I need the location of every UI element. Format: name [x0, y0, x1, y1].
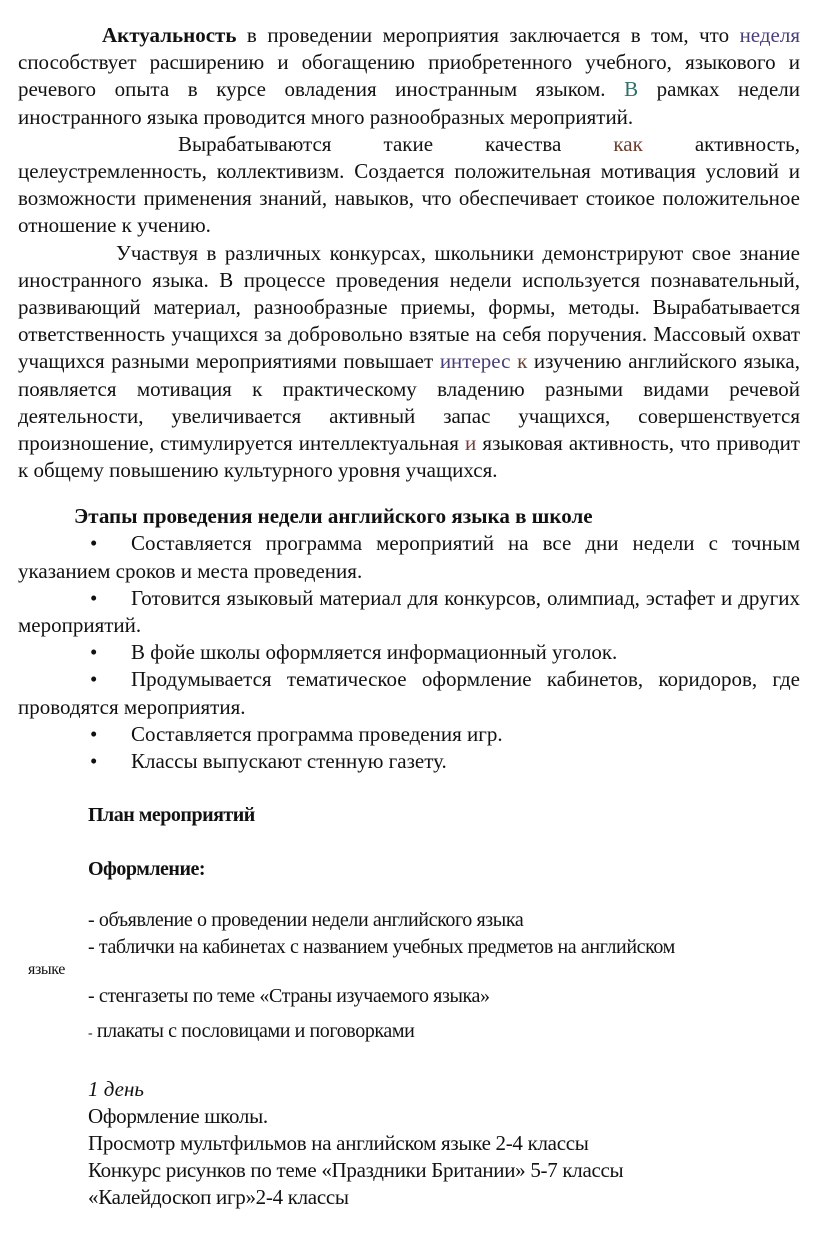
highlight-word: как: [613, 131, 643, 156]
relevance-term: Актуальность: [102, 23, 237, 47]
bullet-mark: •: [90, 531, 98, 556]
intro-paragraph-2: Вырабатываются такие качества как активность, целеустремленность, коллективизм. Создается положительная мотивация условий и возможности применения знаний, навыков, что обеспечивает стоикое положительное отношение к учению.: [18, 131, 800, 238]
list-item: • Составляется программа проведения игр.: [18, 721, 800, 748]
day-1-section: [18, 1075, 800, 1211]
decor-list: [18, 907, 800, 1047]
document-page: [18, 22, 800, 1211]
list-item: - плакаты с пословицами и поговорками: [88, 1020, 415, 1043]
plan-heading: План мероприятий: [88, 804, 255, 827]
list-item-continuation: языке: [28, 961, 65, 979]
day-title: 1 день: [88, 1077, 144, 1102]
highlight-word: к: [517, 349, 528, 374]
day-line: Просмотр мультфильмов на английском языке 2-4 классы: [88, 1131, 589, 1156]
highlight-word: В: [624, 77, 639, 102]
list-item: - стенгазеты по теме «Страны изучаемого языка»: [88, 985, 490, 1008]
list-item: - объявление о проведении недели английского языка: [88, 909, 524, 932]
intro-paragraph-1: Актуальность в проведении мероприятия заключается в том, что неделя способствует расширению и обогащению приобретенного учебного, языкового и речевого опыта в курсе овладения иностранным языком. В рамках недели иностранного языка проводится много разнообразных мероприятий.: [18, 23, 800, 129]
bullet-mark: •: [90, 585, 98, 610]
highlight-word: и: [465, 431, 477, 456]
list-item: • Готовится языковый материал для конкурсов, олимпиад, эстафет и других мероприятий.: [18, 585, 800, 638]
highlight-word: неделя: [739, 23, 800, 47]
list-item: • Продумывается тематическое оформление кабинетов, коридоров, где проводятся мероприятия.: [18, 667, 800, 719]
list-item: • Составляется программа мероприятий на все дни недели с точным указанием сроков и места проведения.: [18, 531, 800, 583]
bullet-mark: •: [90, 667, 98, 692]
highlight-word: интерес: [439, 349, 511, 374]
list-item: • В фойе школы оформляется информационный уголок.: [18, 639, 800, 666]
intro-paragraph-3: Участвуя в различных конкурсах, школьники демонстрируют свое знание иностранного языка. В процессе проведения недели используется познавательный, развивающий материал, разнообразные приемы, формы, методы. Вырабатывается ответственность учащихся за добровольно взятые на себя поручения. Массовый охват учащихся разными мероприятиями повышает интерес к изучению английского языка, появляется мотивация к практическому владению разными видами речевой деятельности, увеличивается активный запас учащихся, совершенствуется произношение, стимулируется интеллектуальная и языковая активность, что приводит к общему повышению культурного уровня учащихся.: [18, 240, 800, 483]
list-item: • Классы выпускают стенную газету.: [18, 748, 800, 775]
list-item: - таблички на кабинетах с названием учебных предметов на английском: [88, 936, 675, 959]
decor-heading: Оформление:: [88, 858, 206, 881]
stages-heading: Этапы проведения недели английского языка в школе: [74, 504, 593, 529]
day-line: Оформление школы.: [88, 1104, 268, 1129]
day-line: «Калейдоскоп игр»2-4 классы: [88, 1185, 349, 1210]
bullet-mark: •: [90, 721, 98, 746]
bullet-mark: •: [90, 749, 98, 774]
stages-list: [18, 530, 800, 775]
bullet-mark: •: [90, 640, 98, 665]
day-line: Конкурс рисунков по теме «Праздники Британии» 5-7 классы: [88, 1158, 624, 1183]
